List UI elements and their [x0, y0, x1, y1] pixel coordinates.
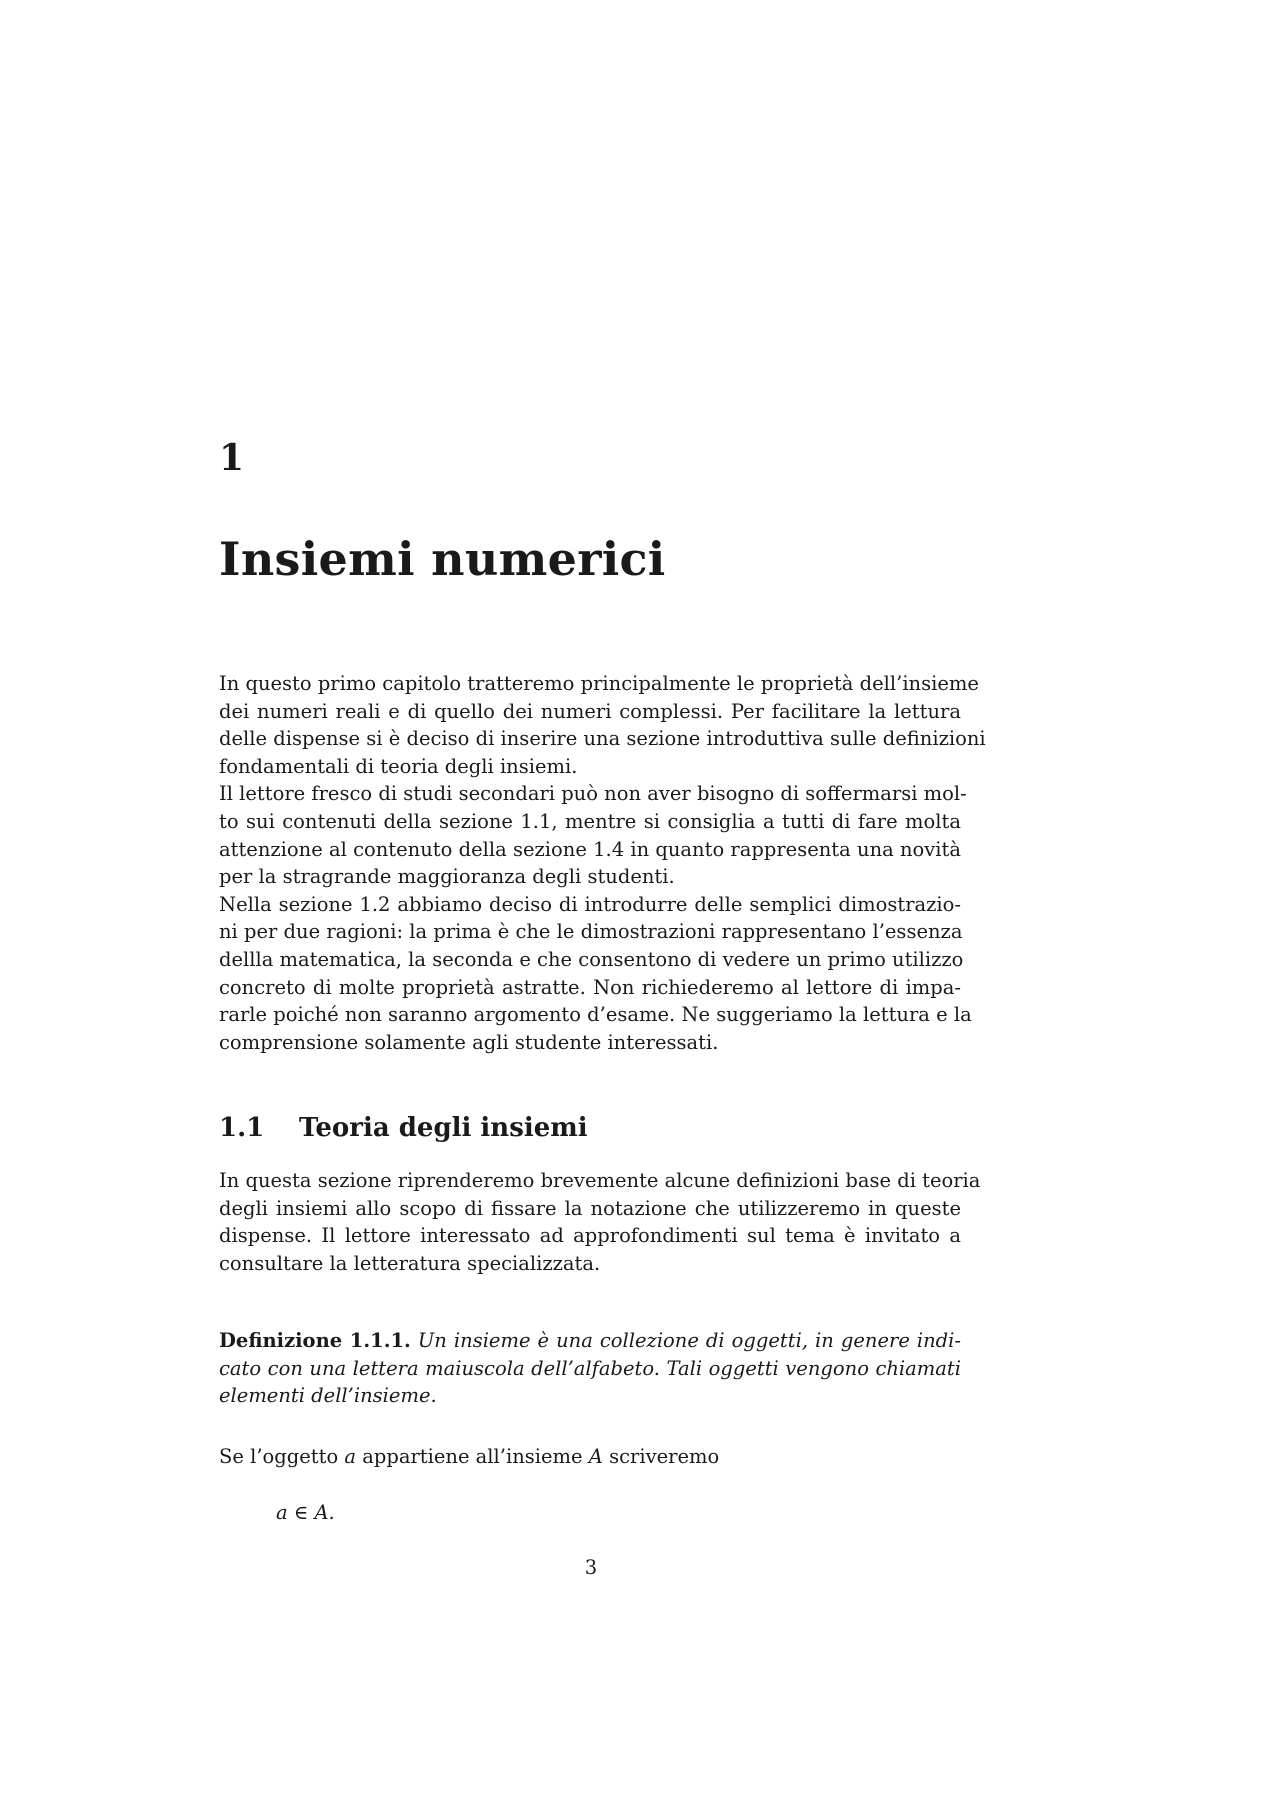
- section-heading: [219, 1115, 588, 1141]
- text-line: fondamentali di teoria degli insiemi.: [219, 754, 578, 778]
- text-line: In questo primo capitolo tratteremo principalmente le proprietà dell’insieme: [219, 672, 979, 695]
- definition-label: Definizione 1.1.1.: [219, 1329, 411, 1352]
- definition-line: [219, 1327, 961, 1355]
- text-line: ni per due ragioni: la prima è che le dimostrazioni rappresentano l’essenza: [219, 920, 963, 944]
- chapter-number: 1: [219, 437, 245, 479]
- math-variable: a: [344, 1445, 357, 1468]
- text-line: attenzione al contenuto della sezione 1.4 in quanto rappresenta una novità: [219, 837, 961, 861]
- text-line: comprensione solamente agli studente interessati.: [219, 1030, 719, 1054]
- text-line: In questa sezione riprenderemo brevemente alcune definizioni base di teoria: [219, 1169, 981, 1192]
- intro-paragraph: [219, 670, 986, 1056]
- text-line: degli insiemi allo scopo di fissare la notazione che utilizzeremo in queste: [219, 1196, 961, 1220]
- definition-block: [219, 1327, 961, 1410]
- section-number: 1.1: [219, 1113, 265, 1143]
- definition-text: Un insieme è una collezione di oggetti, in genere indi-: [417, 1329, 961, 1352]
- section-paragraph: [219, 1167, 981, 1277]
- text-line: concreto di molte proprietà astratte. Non richiederemo al lettore di impa-: [219, 975, 961, 999]
- text-fragment: appartiene all’insieme: [356, 1445, 589, 1468]
- text-line: [219, 1443, 961, 1471]
- text-line: dellla matematica, la seconda e che consentono di vedere un primo utilizzo: [219, 947, 964, 971]
- text-line: consultare la letteratura specializzata.: [219, 1251, 601, 1275]
- text-line: delle dispense si è deciso di inserire una sezione introduttiva sulle definizioni: [219, 727, 986, 751]
- definition-line: cato con una lettera maiuscola dell’alfabeto. Tali oggetti vengono chiamati: [219, 1356, 961, 1380]
- math-formula: a ∈ A.: [276, 1501, 335, 1524]
- text-fragment: scriveremo: [602, 1445, 720, 1468]
- text-line: Nella sezione 1.2 abbiamo deciso di introdurre delle semplici dimostrazio-: [219, 892, 961, 916]
- text-fragment: Se l’oggetto: [219, 1445, 345, 1468]
- section-title: Teoria degli insiemi: [299, 1113, 588, 1143]
- text-line: dei numeri reali e di quello dei numeri complessi. Per facilitare la lettura: [219, 699, 961, 723]
- text-line: Il lettore fresco di studi secondari può non aver bisogno di soffermarsi mol-: [219, 782, 967, 806]
- text-line: dispense. Il lettore interessato ad approfondimenti sul tema è invitato a: [219, 1224, 961, 1248]
- chapter-title: Insiemi numerici: [219, 532, 666, 586]
- math-variable: A: [588, 1445, 603, 1468]
- membership-sentence: [219, 1443, 961, 1471]
- definition-line: elementi dell’insieme.: [219, 1384, 437, 1408]
- text-line: per la stragrande maggioranza degli studenti.: [219, 865, 675, 889]
- page-number: 3: [584, 1556, 598, 1579]
- text-line: to sui contenuti della sezione 1.1, mentre si consiglia a tutti di fare molta: [219, 809, 961, 833]
- text-line: rarle poiché non saranno argomento d’esame. Ne suggeriamo la lettura e la: [219, 1003, 972, 1027]
